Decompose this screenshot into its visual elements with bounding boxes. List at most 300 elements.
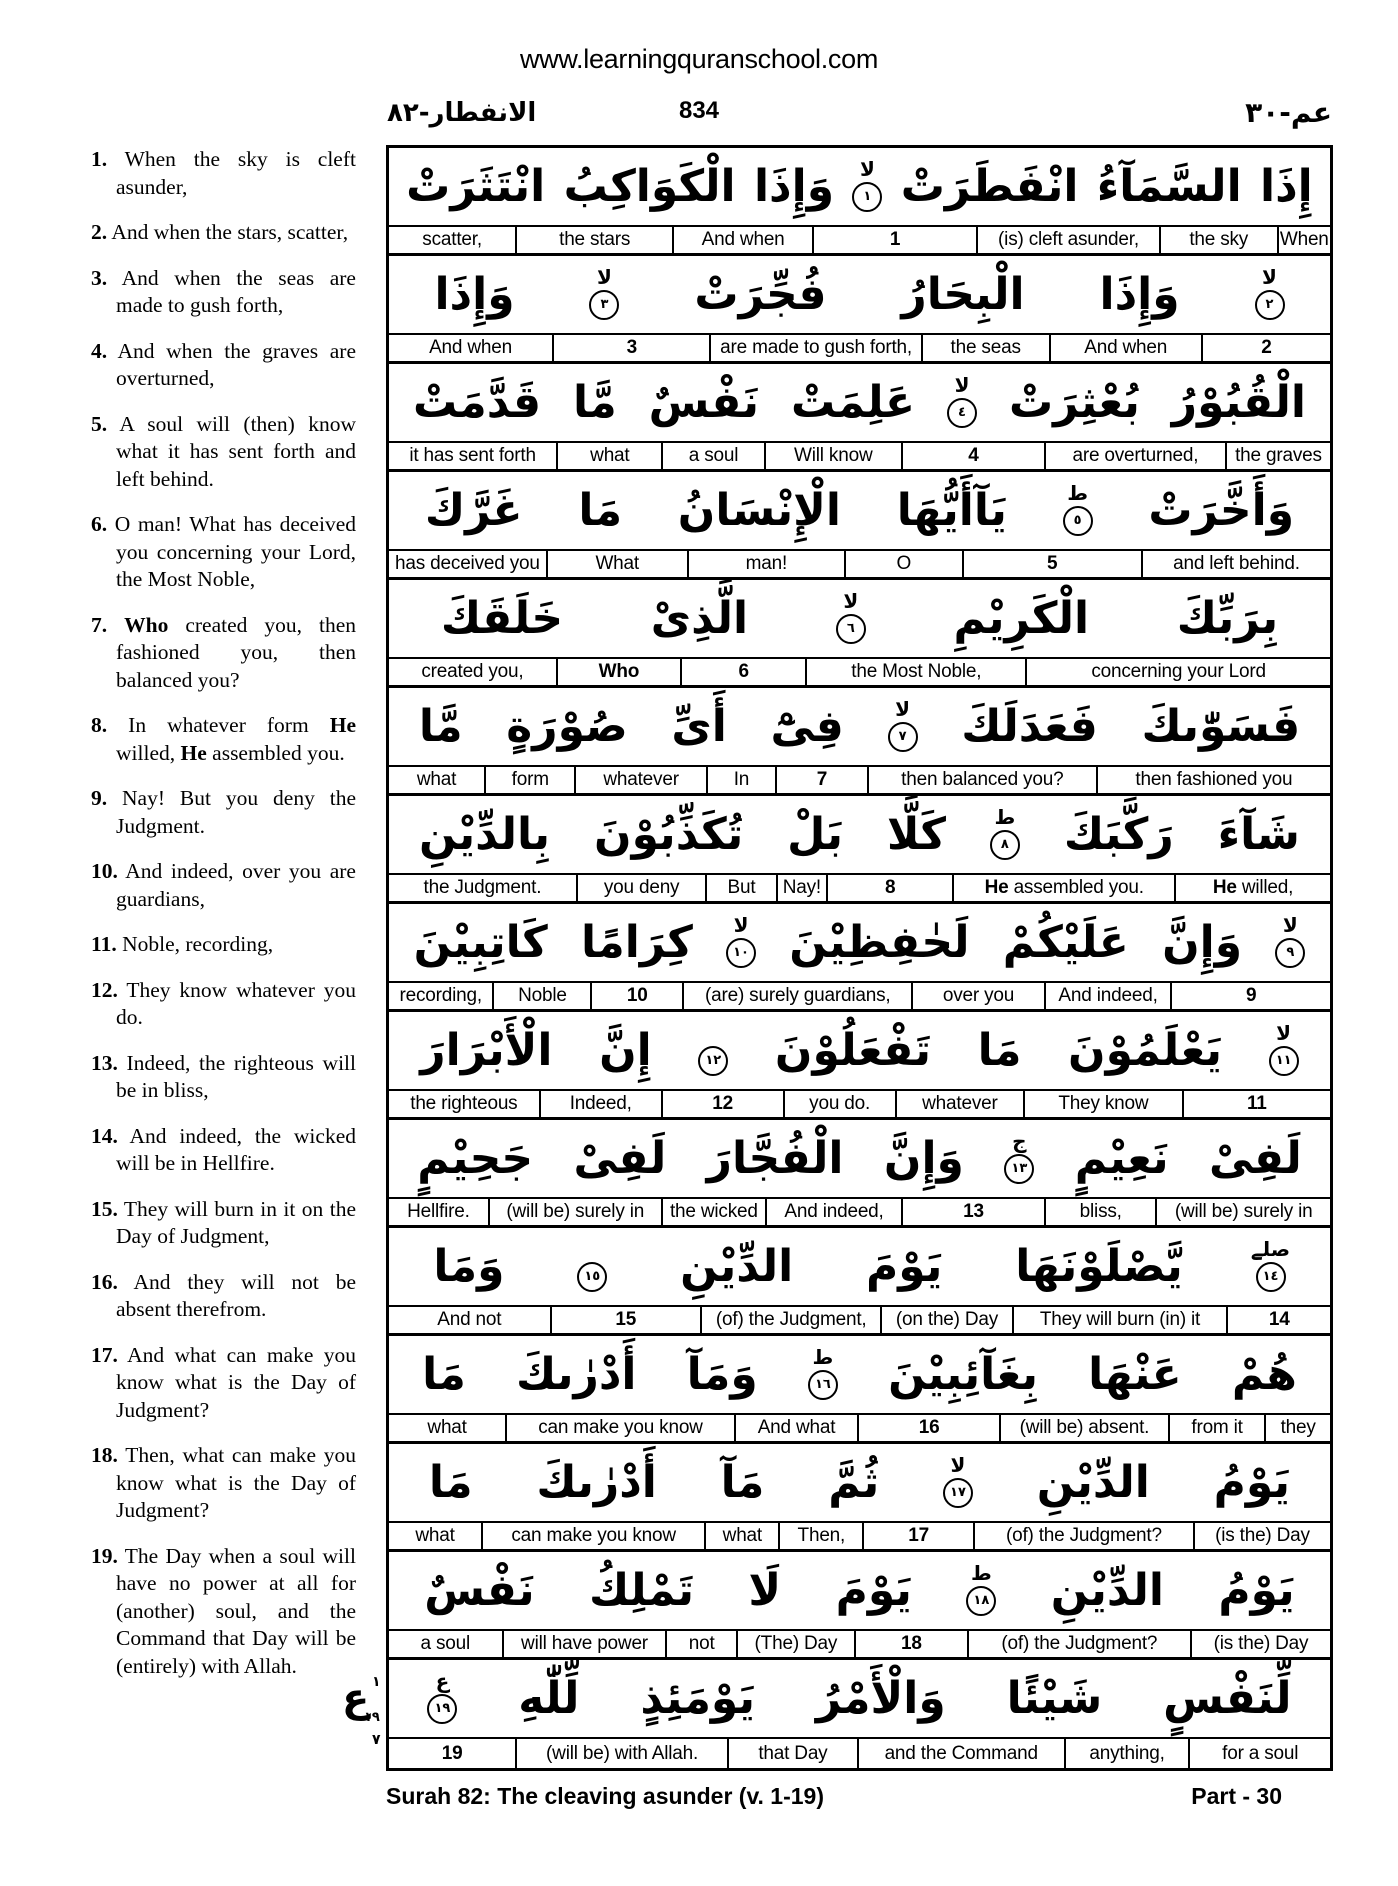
word-meaning-cell: [389, 767, 484, 793]
waqf-sign: لا: [597, 264, 612, 289]
ayah-number-cell: [1170, 983, 1330, 1009]
verse-translation: [91, 1442, 356, 1525]
word-meaning-cell: [1264, 1415, 1330, 1441]
word-meaning-cell: [727, 1739, 857, 1768]
word-meaning-cell: [682, 983, 911, 1009]
word-meaning: 13: [963, 1201, 984, 1222]
verse-number: 9.: [91, 786, 108, 810]
arabic-word: وَإِذَا: [434, 268, 515, 320]
waqf-sign: ج: [1012, 1128, 1027, 1153]
arabic-line: [389, 1012, 1330, 1091]
arabic-word: يَعْلَمُوْنَ: [1068, 1024, 1223, 1076]
word-meaning-cell: [389, 1523, 481, 1549]
word-meaning-cell: [709, 335, 920, 361]
ayah-number-cell: [826, 875, 952, 901]
arabic-word: صُوْرَةٍ: [506, 700, 628, 752]
verse-number: 10.: [91, 859, 118, 883]
word-meaning: Who: [598, 661, 640, 682]
verse-text: And what can make you know what is the Day of Judgment?: [116, 1342, 356, 1422]
translation-line: [389, 1631, 1330, 1660]
word-meaning: what: [416, 769, 457, 790]
word-meaning-cell: [857, 1739, 1064, 1768]
waqf-sign: لا: [1262, 264, 1277, 289]
site-url: www.learningquranschool.com: [519, 44, 879, 74]
word-meaning: created you,: [421, 661, 524, 682]
arabic-line: [389, 904, 1330, 983]
ayah-end-marker-icon: [1269, 1020, 1299, 1076]
word-meaning: scatter,: [422, 229, 482, 250]
word-meaning: 8: [885, 877, 896, 898]
word-meaning: the wicked: [669, 1201, 758, 1222]
word-meaning: (of) the Judgment?: [1001, 1633, 1158, 1654]
word-meaning: you do.: [809, 1093, 871, 1114]
word-meaning: 10: [626, 985, 648, 1006]
arabic-word: تُكَذِّبُوْنَ: [594, 808, 744, 860]
word-meaning-cell: [484, 767, 574, 793]
word-meaning: will have power: [521, 1633, 648, 1654]
verse-translation: [91, 265, 356, 320]
verse-emphasis: He: [329, 713, 357, 737]
arabic-word: هُمْ: [1231, 1348, 1297, 1400]
arabic-line: [389, 1552, 1330, 1631]
word-meaning-cell: [574, 767, 705, 793]
arabic-line: [389, 1444, 1330, 1523]
word-meaning-cell: [1023, 1091, 1181, 1117]
arabic-word: عَنْهَا: [1088, 1348, 1182, 1400]
word-meaning: 11: [1246, 1093, 1267, 1114]
word-meaning: and the Command: [884, 1742, 1038, 1764]
word-meaning: what: [722, 1525, 763, 1546]
footer-surah-title: Surah 82: The cleaving asunder (v. 1-19): [386, 1783, 824, 1809]
ruku-glyph: ع: [342, 1675, 370, 1721]
word-meaning-cell: [776, 875, 826, 901]
arabic-word: وَمَآ: [686, 1348, 758, 1400]
word-meaning-cell: [764, 443, 901, 469]
arabic-word: وَإِذَا: [753, 160, 835, 212]
verse-translation: [91, 1050, 356, 1105]
word-meaning-cell: [921, 335, 1049, 361]
ayah-end-marker-icon: [1275, 912, 1305, 968]
word-meaning: (are) surely guardians,: [704, 985, 891, 1006]
word-meaning-cell: [736, 1631, 854, 1657]
word-meaning: But: [727, 877, 756, 898]
ayah-number: ٩: [1286, 945, 1295, 960]
arabic-word: انْتَثَرَتْ: [406, 160, 546, 212]
word-meaning: they: [1280, 1417, 1316, 1438]
word-meaning: They know: [1058, 1093, 1149, 1114]
verse-number: 6.: [91, 512, 108, 536]
arabic-line: [389, 256, 1330, 335]
verse-number: 17.: [91, 1342, 118, 1367]
word-meaning-cell: [389, 1415, 505, 1441]
word-meaning-cell: [687, 551, 844, 577]
word-meaning: 5: [1047, 553, 1058, 574]
arabic-word: يَآأَيُّهَا: [896, 484, 1007, 536]
arabic-word: قَدَّمَتْ: [412, 376, 542, 428]
word-meaning: 17: [908, 1525, 929, 1546]
word-meaning: (The) Day: [754, 1633, 838, 1654]
ayah-number: ١٩: [434, 1701, 451, 1716]
word-meaning: 14: [1268, 1309, 1290, 1330]
word-meaning: And indeed,: [784, 1201, 884, 1222]
word-meaning: 19: [441, 1742, 463, 1764]
ayah-end-marker-icon: [698, 1046, 728, 1076]
word-meaning: (on the) Day: [895, 1309, 999, 1330]
word-meaning-cell: [783, 1091, 895, 1117]
arabic-word: الْفُجَّارَ: [706, 1132, 844, 1184]
ayah-number: ١٦: [814, 1377, 831, 1392]
arabic-word: الدِّيْنِ: [1036, 1456, 1150, 1508]
verse-emphasis: Who: [124, 612, 169, 637]
ayah-end-marker-icon: [726, 912, 756, 968]
word-meaning: 15: [615, 1309, 637, 1330]
word-meaning: what: [427, 1417, 467, 1438]
word-meaning-cell: [895, 1091, 1024, 1117]
arabic-word: نَعِيْمٍ: [1074, 1132, 1169, 1184]
word-meaning-cell: [576, 875, 706, 901]
ayah-number: ١٢: [705, 1053, 722, 1068]
verse-translation: [91, 931, 356, 959]
translation-line: [389, 1523, 1330, 1552]
verse-number: 2.: [91, 220, 108, 244]
word-meaning-cell: [389, 551, 546, 577]
ayah-number-cell: [775, 767, 867, 793]
arabic-word: مَّا: [572, 376, 617, 428]
word-meaning: over you: [942, 985, 1015, 1006]
arabic-word: مَا: [422, 1348, 466, 1400]
word-meaning: the Judgment.: [423, 877, 542, 898]
word-meaning: In: [733, 769, 750, 790]
word-meaning: Will know: [794, 445, 873, 466]
translation-line: [389, 1739, 1330, 1768]
ayah-end-marker-icon: [947, 372, 977, 428]
ruku-number-bottom: ٧: [372, 1732, 381, 1748]
verse-translation: [91, 511, 356, 594]
word-meaning-cell: [539, 1091, 661, 1117]
arabic-word: لِّنَفْسٍ: [1163, 1672, 1292, 1724]
word-meaning: 12: [712, 1093, 734, 1114]
word-meaning-cell: [515, 227, 672, 253]
verse-text: In whatever form: [128, 713, 309, 737]
word-meaning-cell: [1159, 227, 1277, 253]
translation-line: [389, 335, 1330, 364]
ayah-number-cell: [962, 551, 1141, 577]
verse-number: 4.: [91, 338, 108, 363]
arabic-line: [389, 148, 1330, 227]
arabic-word: الْقُبُوْرُ: [1171, 376, 1306, 428]
verse-text: assembled you.: [212, 740, 345, 765]
word-meaning: 7: [816, 769, 828, 790]
arabic-word: يَّصْلَوْنَهَا: [1015, 1240, 1183, 1292]
word-meaning: (is the) Day: [1213, 1633, 1309, 1654]
arabic-word: فَسَوّٰىكَ: [1141, 700, 1301, 752]
arabic-line: [389, 1336, 1330, 1415]
verse-translation: [91, 785, 356, 840]
ayah-number-cell: [862, 1523, 973, 1549]
verse-number: 8.: [91, 713, 108, 737]
word-meaning: a soul: [420, 1633, 471, 1654]
arabic-word: الْكَرِيْمِ: [953, 592, 1090, 644]
word-meaning-cell: [976, 227, 1159, 253]
word-meaning-cell: [734, 1415, 858, 1441]
arabic-word: الْأَبْرَارَ: [420, 1024, 553, 1076]
arabic-word: إِنَّ: [599, 1024, 652, 1076]
arabic-word: بِغَآئِبِيْنَ: [888, 1348, 1038, 1400]
word-meaning: 1: [889, 229, 901, 250]
word-meaning: concerning your Lord: [1091, 661, 1266, 682]
word-meaning-cell: [502, 1631, 666, 1657]
arabic-line: [389, 1120, 1330, 1199]
arabic-word: خَلَقَكَ: [440, 592, 564, 644]
verse-translation: [91, 338, 356, 393]
translation-line: [389, 1199, 1330, 1228]
word-meaning: They will burn (in) it: [1039, 1309, 1201, 1330]
ayah-number-cell: [661, 1091, 783, 1117]
word-meaning-cell: [1277, 227, 1330, 253]
verse-text: And indeed, the wicked will be in Hellfire.: [116, 1123, 356, 1175]
word-meaning-cell: [661, 1199, 765, 1225]
word-meaning: 6: [738, 661, 749, 682]
waqf-sign: لا: [1282, 912, 1298, 937]
ayah-number: ١٤: [1262, 1269, 1279, 1284]
word-meaning: what: [415, 1525, 455, 1546]
verse-translation: [91, 977, 356, 1032]
word-meaning-cell: [967, 1631, 1190, 1657]
word-meaning-cell: [705, 875, 775, 901]
verse-number: 7.: [91, 612, 108, 637]
word-meaning: the Most Noble,: [851, 661, 982, 682]
ayah-number: ١٥: [584, 1269, 601, 1284]
arabic-word: أَدْرٰىكَ: [536, 1456, 657, 1508]
word-meaning: the righteous: [410, 1093, 518, 1114]
arabic-word: وَإِذَا: [1099, 268, 1180, 320]
word-meaning: has deceived you: [395, 553, 540, 574]
verse-text: The Day when a soul will have no power at all for (another) soul, and the Command that Day will be (entirely) with Allah.: [116, 1543, 356, 1678]
ayah-number-cell: [680, 659, 806, 685]
word-meaning: (will be) absent.: [1019, 1417, 1150, 1438]
word-meaning: a soul: [688, 445, 739, 466]
verse-text: created you, then fashioned you, then balanced you?: [116, 612, 357, 692]
ayah-number: ١: [863, 189, 872, 204]
verse-text: A soul will (then) know what it has sent forth and left behind.: [116, 411, 356, 491]
verse-text: And when the seas are made to gush forth,: [116, 265, 356, 317]
ayah-number-cell: [389, 1739, 515, 1768]
verse-number: 18.: [91, 1443, 118, 1467]
word-meaning-cell: [389, 1199, 488, 1225]
word-meaning: (is the) Day: [1215, 1525, 1310, 1546]
arabic-word: كِرَامًا: [580, 916, 693, 968]
waqf-sign: لا: [843, 588, 859, 613]
ayah-end-marker-icon: [888, 696, 918, 752]
waqf-sign: ط: [994, 804, 1016, 829]
word-meaning: what: [590, 445, 630, 466]
word-meaning-cell: [556, 659, 680, 685]
ayah-number: ٤: [958, 405, 966, 420]
arabic-word: وَأَخَّرَتْ: [1148, 484, 1295, 536]
word-meaning-cell: [1025, 659, 1330, 685]
arabic-word: عَلِمَتْ: [790, 376, 916, 428]
arabic-word: تَفْعَلُوْنَ: [774, 1024, 932, 1076]
ruku-number-top: ١: [372, 1674, 381, 1690]
word-meaning: are overturned,: [1072, 445, 1199, 466]
arabic-word: نَفْسٌ: [648, 376, 760, 428]
word-meaning: that Day: [758, 1742, 828, 1764]
arabic-word: الدِّيْنِ: [1050, 1564, 1164, 1616]
word-meaning-cell: [805, 659, 1025, 685]
word-meaning: bliss,: [1079, 1201, 1122, 1222]
translation-line: [389, 983, 1330, 1012]
verse-translation: [91, 146, 356, 201]
translation-line: [389, 875, 1330, 904]
verse-text: They will burn in it on the Day of Judgment,: [116, 1196, 356, 1248]
word-meaning-cell: [844, 551, 961, 577]
word-meaning: Indeed,: [569, 1093, 632, 1114]
arabic-line: [389, 1660, 1330, 1739]
ayah-number: ١٧: [950, 1485, 966, 1500]
ayah-end-marker-icon: [589, 264, 619, 320]
arabic-word: لَا: [748, 1564, 782, 1616]
verse-number: 5.: [91, 411, 108, 436]
word-meaning-cell: [700, 1307, 881, 1333]
verse-translation: [91, 1269, 356, 1324]
ruku-mark-icon: [332, 1674, 388, 1752]
word-meaning: Then,: [797, 1525, 846, 1546]
word-meaning: (will be) surely in: [1174, 1201, 1313, 1222]
word-meaning: from it: [1191, 1417, 1243, 1438]
verse-translation: [91, 612, 356, 695]
verse-text: Nay! But you deny the Judgment.: [116, 786, 356, 838]
arabic-word: وَالْأَمْرُ: [815, 1672, 946, 1724]
word-meaning-cell: [389, 335, 552, 361]
arabic-word: الَّذِىْ: [650, 592, 749, 644]
ayah-number: ١٣: [1011, 1161, 1028, 1176]
word-meaning: Hellfire.: [407, 1201, 470, 1222]
word-meaning: for a soul: [1222, 1742, 1299, 1764]
word-meaning: 16: [918, 1417, 940, 1438]
word-meaning: Noble: [518, 985, 567, 1006]
word-meaning-cell: [1174, 875, 1330, 901]
word-meaning: O: [896, 553, 912, 574]
word-meaning-cell: [867, 767, 1096, 793]
arabic-word: غَرَّكَ: [424, 484, 523, 536]
word-meaning-cell: [1155, 1199, 1330, 1225]
word-meaning-cell: [1190, 1631, 1330, 1657]
waqf-sign: صلے: [1250, 1236, 1291, 1261]
word-meaning-cell: [389, 983, 492, 1009]
word-meaning: (of) the Judgment,: [715, 1309, 867, 1330]
waqf-sign: ط: [1067, 480, 1089, 505]
word-meaning-cell: [1225, 443, 1330, 469]
ayah-end-marker-icon: [1255, 264, 1285, 320]
ayah-end-marker-icon: [990, 804, 1020, 860]
word-meaning-cell: [1044, 1199, 1155, 1225]
word-meaning: whatever: [603, 769, 679, 790]
translation-line: [389, 1307, 1330, 1336]
arabic-line: [389, 364, 1330, 443]
word-meaning: you deny: [603, 877, 680, 898]
arabic-word: الْإِنْسَانُ: [677, 484, 841, 536]
translation-line: [389, 1415, 1330, 1444]
translation-line: [389, 659, 1330, 688]
arabic-word: انْفَطَرَتْ: [900, 160, 1079, 212]
ayah-end-marker-icon: [1063, 480, 1093, 536]
arabic-word: جَحِيْمٍ: [417, 1132, 534, 1184]
arabic-line: [389, 1228, 1330, 1307]
arabic-word: فُجِّرَتْ: [694, 268, 827, 320]
arabic-word: رَكَّبَكَ: [1063, 808, 1174, 860]
arabic-word: يَوْمَ: [835, 1564, 912, 1616]
word-meaning-cell: [778, 1523, 862, 1549]
ayah-end-marker-icon: [577, 1262, 607, 1292]
word-meaning: 3: [626, 337, 637, 358]
waqf-sign: لا: [733, 912, 749, 937]
arabic-word: شَيْئًا: [1006, 1672, 1103, 1724]
word-meaning: (of) the Judgment?: [1005, 1525, 1162, 1546]
word-meaning-cell: [1168, 1415, 1264, 1441]
word-meaning-cell: [505, 1415, 734, 1441]
word-meaning: and left behind.: [1173, 553, 1300, 574]
verse-translation: [91, 1342, 356, 1425]
translation-line: [389, 551, 1330, 580]
word-meaning: (is) cleft asunder,: [998, 229, 1139, 250]
verse-number: 16.: [91, 1269, 118, 1294]
word-meaning: assembled you.: [1008, 877, 1144, 898]
verse-text: And they will not be absent therefrom.: [116, 1269, 356, 1321]
translation-line: [389, 227, 1330, 256]
emphasis-word: He: [984, 877, 1009, 898]
word-meaning: And what: [757, 1417, 836, 1438]
verse-text: Indeed, the righteous will be in bliss,: [116, 1050, 357, 1102]
word-meaning-cell: [389, 1307, 550, 1333]
arabic-word: مَا: [578, 484, 623, 536]
ayah-end-marker-icon: [808, 1344, 838, 1400]
translation-line: [389, 443, 1330, 472]
arabic-line: [389, 472, 1330, 551]
waqf-sign: ع: [435, 1668, 450, 1693]
arabic-word: يَوْمُ: [1213, 1456, 1291, 1508]
verse-translation: [91, 219, 356, 247]
word-meaning: then fashioned you: [1135, 769, 1293, 790]
word-meaning-cell: [1064, 1739, 1189, 1768]
ayah-number: ٦: [846, 621, 855, 636]
arabic-word: مَا: [977, 1024, 1022, 1076]
verse-number: 13.: [91, 1050, 118, 1075]
verse-text: And indeed, over you are guardians,: [116, 859, 356, 911]
word-meaning-cell: [880, 1307, 1011, 1333]
ayah-number-cell: [901, 1199, 1044, 1225]
word-meaning: When: [1279, 229, 1329, 250]
word-meaning-cell: [389, 875, 576, 901]
arabic-word: لِّلّٰهِ: [518, 1672, 580, 1724]
ayah-number-cell: [857, 1415, 999, 1441]
waqf-sign: لا: [950, 1452, 966, 1477]
word-meaning-cell: [556, 443, 661, 469]
arabic-word: بِالدِّيْنِ: [418, 808, 551, 860]
word-meaning-cell: [389, 227, 515, 253]
word-meaning: the seas: [950, 337, 1021, 358]
ayah-end-marker-icon: [836, 588, 866, 644]
ayah-end-marker-icon: [427, 1668, 457, 1724]
ayah-number-cell: [1201, 335, 1330, 361]
word-meaning: not: [688, 1633, 715, 1654]
word-meaning: And when: [701, 229, 785, 250]
word-meaning: What: [595, 553, 639, 574]
verse-translation: [91, 858, 356, 913]
arabic-word: أَدْرٰىكَ: [516, 1348, 637, 1400]
arabic-word: كَلَّا: [886, 808, 946, 860]
ayah-number: ١١: [1275, 1053, 1292, 1068]
verse-text: And when the graves are overturned,: [116, 338, 356, 390]
